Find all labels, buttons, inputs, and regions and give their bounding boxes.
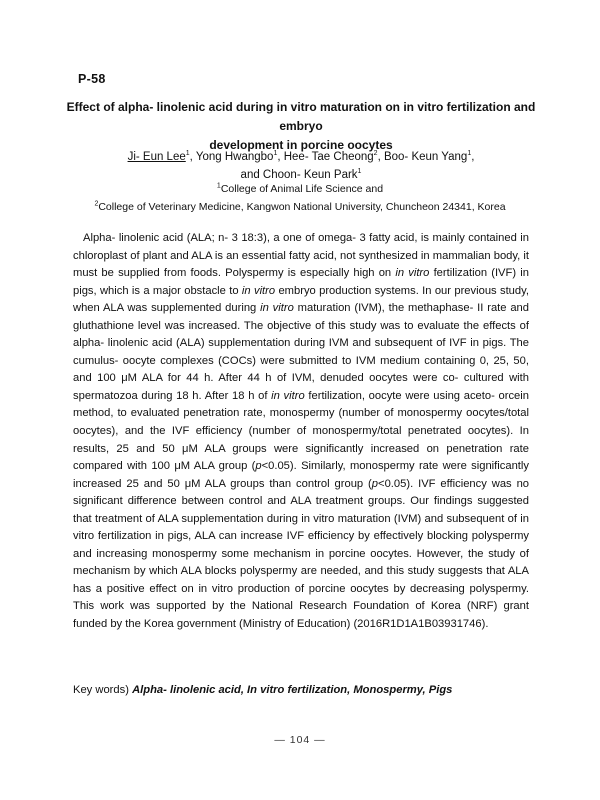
author-name: , Hee- Tae Cheong xyxy=(277,151,374,163)
author-name: , Yong Hwangbo xyxy=(189,151,274,163)
author-list xyxy=(58,148,544,184)
keywords xyxy=(73,682,529,699)
abstract-text: maturation (IVM), the methaphase- II rate and gluthathione level was increased. The objective of this study was to evaluate the effects of alpha- linolenic acid (ALA) supplementation during IVM and subsequent of IVF in pigs. The cumulus- oocyte complexes (COCs) were submitted to IVM medium containing 0, 25, 50, and 100 μM ALA for 44 h. After 44 h of IVM, denuded oocytes were co- cultured with spermatozoa during 18 h. After 18 h of xyxy=(73,302,529,402)
author-affiliation-mark: 2 xyxy=(373,150,378,158)
italic-term: in vitro xyxy=(260,302,294,315)
author-name: , Boo- Keun Yang xyxy=(377,151,468,163)
affiliation-mark: 1 xyxy=(216,182,221,190)
title-line-2: development in porcine oocytes xyxy=(209,138,393,152)
keywords-label: Key words) xyxy=(73,684,133,696)
first-author: Ji- Eun Lee xyxy=(127,151,186,163)
italic-term: p xyxy=(371,477,379,490)
poster-number: P-58 xyxy=(78,72,106,86)
abstract-text: fertilization, oocyte were using aceto- orcein method, to evaluated penetration rate, monospermy (number of monospermy oocytes/total oocytes), and the IVF efficiency (number of monospermy/total penetrated oocytes). In results, 25 and 50 μM ALA groups were significantly increased on penetration rate compared with 100 μM ALA group ( xyxy=(73,389,529,473)
author-affiliation-mark: 1 xyxy=(273,150,278,158)
abstract-text: <0.05). IVF efficiency was no significant difference between control and ALA treatment groups. Our findings suggested that treatment of ALA supplementation during in vitro maturation (IVM) and subsequent of in vitro fertilization in pigs, ALA can increase IVF efficiency by effectively blocking polyspermy and increasing monospermy some mechanism in porcine oocytes. However, the study of mechanism by which ALA blocks polyspermy are needed, and this study suggests that ALA has a positive effect on in vitro production of porcine oocytes by decreasing polyspermy. This work was supported by the National Research Foundation of Korea (NRF) grant funded by the Korea government (Ministry of Education) (2016R1D1A1B03931746). xyxy=(73,477,530,631)
abstract-text: fertilization (IVF) in pigs, which is a major obstacle to xyxy=(73,267,529,297)
author-affiliation-mark: 1 xyxy=(185,150,190,158)
abstract-paragraph xyxy=(73,230,529,634)
affiliation-1 xyxy=(40,181,560,197)
italic-term: p xyxy=(255,460,262,473)
abstract-text: Alpha- linolenic acid (ALA; n- 3 18:3), a one of omega- 3 fatty acid, is mainly contained in chloroplast of plant and ALA is an essential fatty acid, not synthesized in mammalian body, it must be supplied from foods. Polyspermy is especially high on xyxy=(73,232,529,280)
page-number: — 104 — xyxy=(274,734,326,746)
affiliation-text: College of Veterinary Medicine, Kangwon National University, Chuncheon 24341, Korea xyxy=(98,201,506,213)
author-affiliation-mark: 1 xyxy=(467,150,472,158)
affiliation-mark: 2 xyxy=(94,200,99,208)
author-name: and Choon- Keun Park xyxy=(240,169,358,181)
abstract-body xyxy=(73,230,529,634)
italic-term: in vitro xyxy=(241,284,276,297)
italic-term: in vitro xyxy=(395,267,430,280)
keywords-list: Alpha- linolenic acid, In vitro fertilization, Monospermy, Pigs xyxy=(132,684,453,696)
title-line-1: Effect of alpha- linolenic acid during in vitro maturation on in vitro fertilization and embryo xyxy=(66,100,536,133)
affiliation-2 xyxy=(40,199,560,215)
author-separator: , xyxy=(471,151,475,163)
author-affiliation-mark: 1 xyxy=(357,168,362,176)
abstract-text: <0.05). Similarly, monospermy rate were significantly increased 25 and 50 μM ALA groups than control group ( xyxy=(73,460,529,490)
abstract-text: embryo production systems. In our previous study, when ALA was supplemented during xyxy=(73,284,529,315)
affiliation-text: College of Animal Life Science and xyxy=(220,183,384,195)
italic-term: in vitro xyxy=(271,389,305,402)
